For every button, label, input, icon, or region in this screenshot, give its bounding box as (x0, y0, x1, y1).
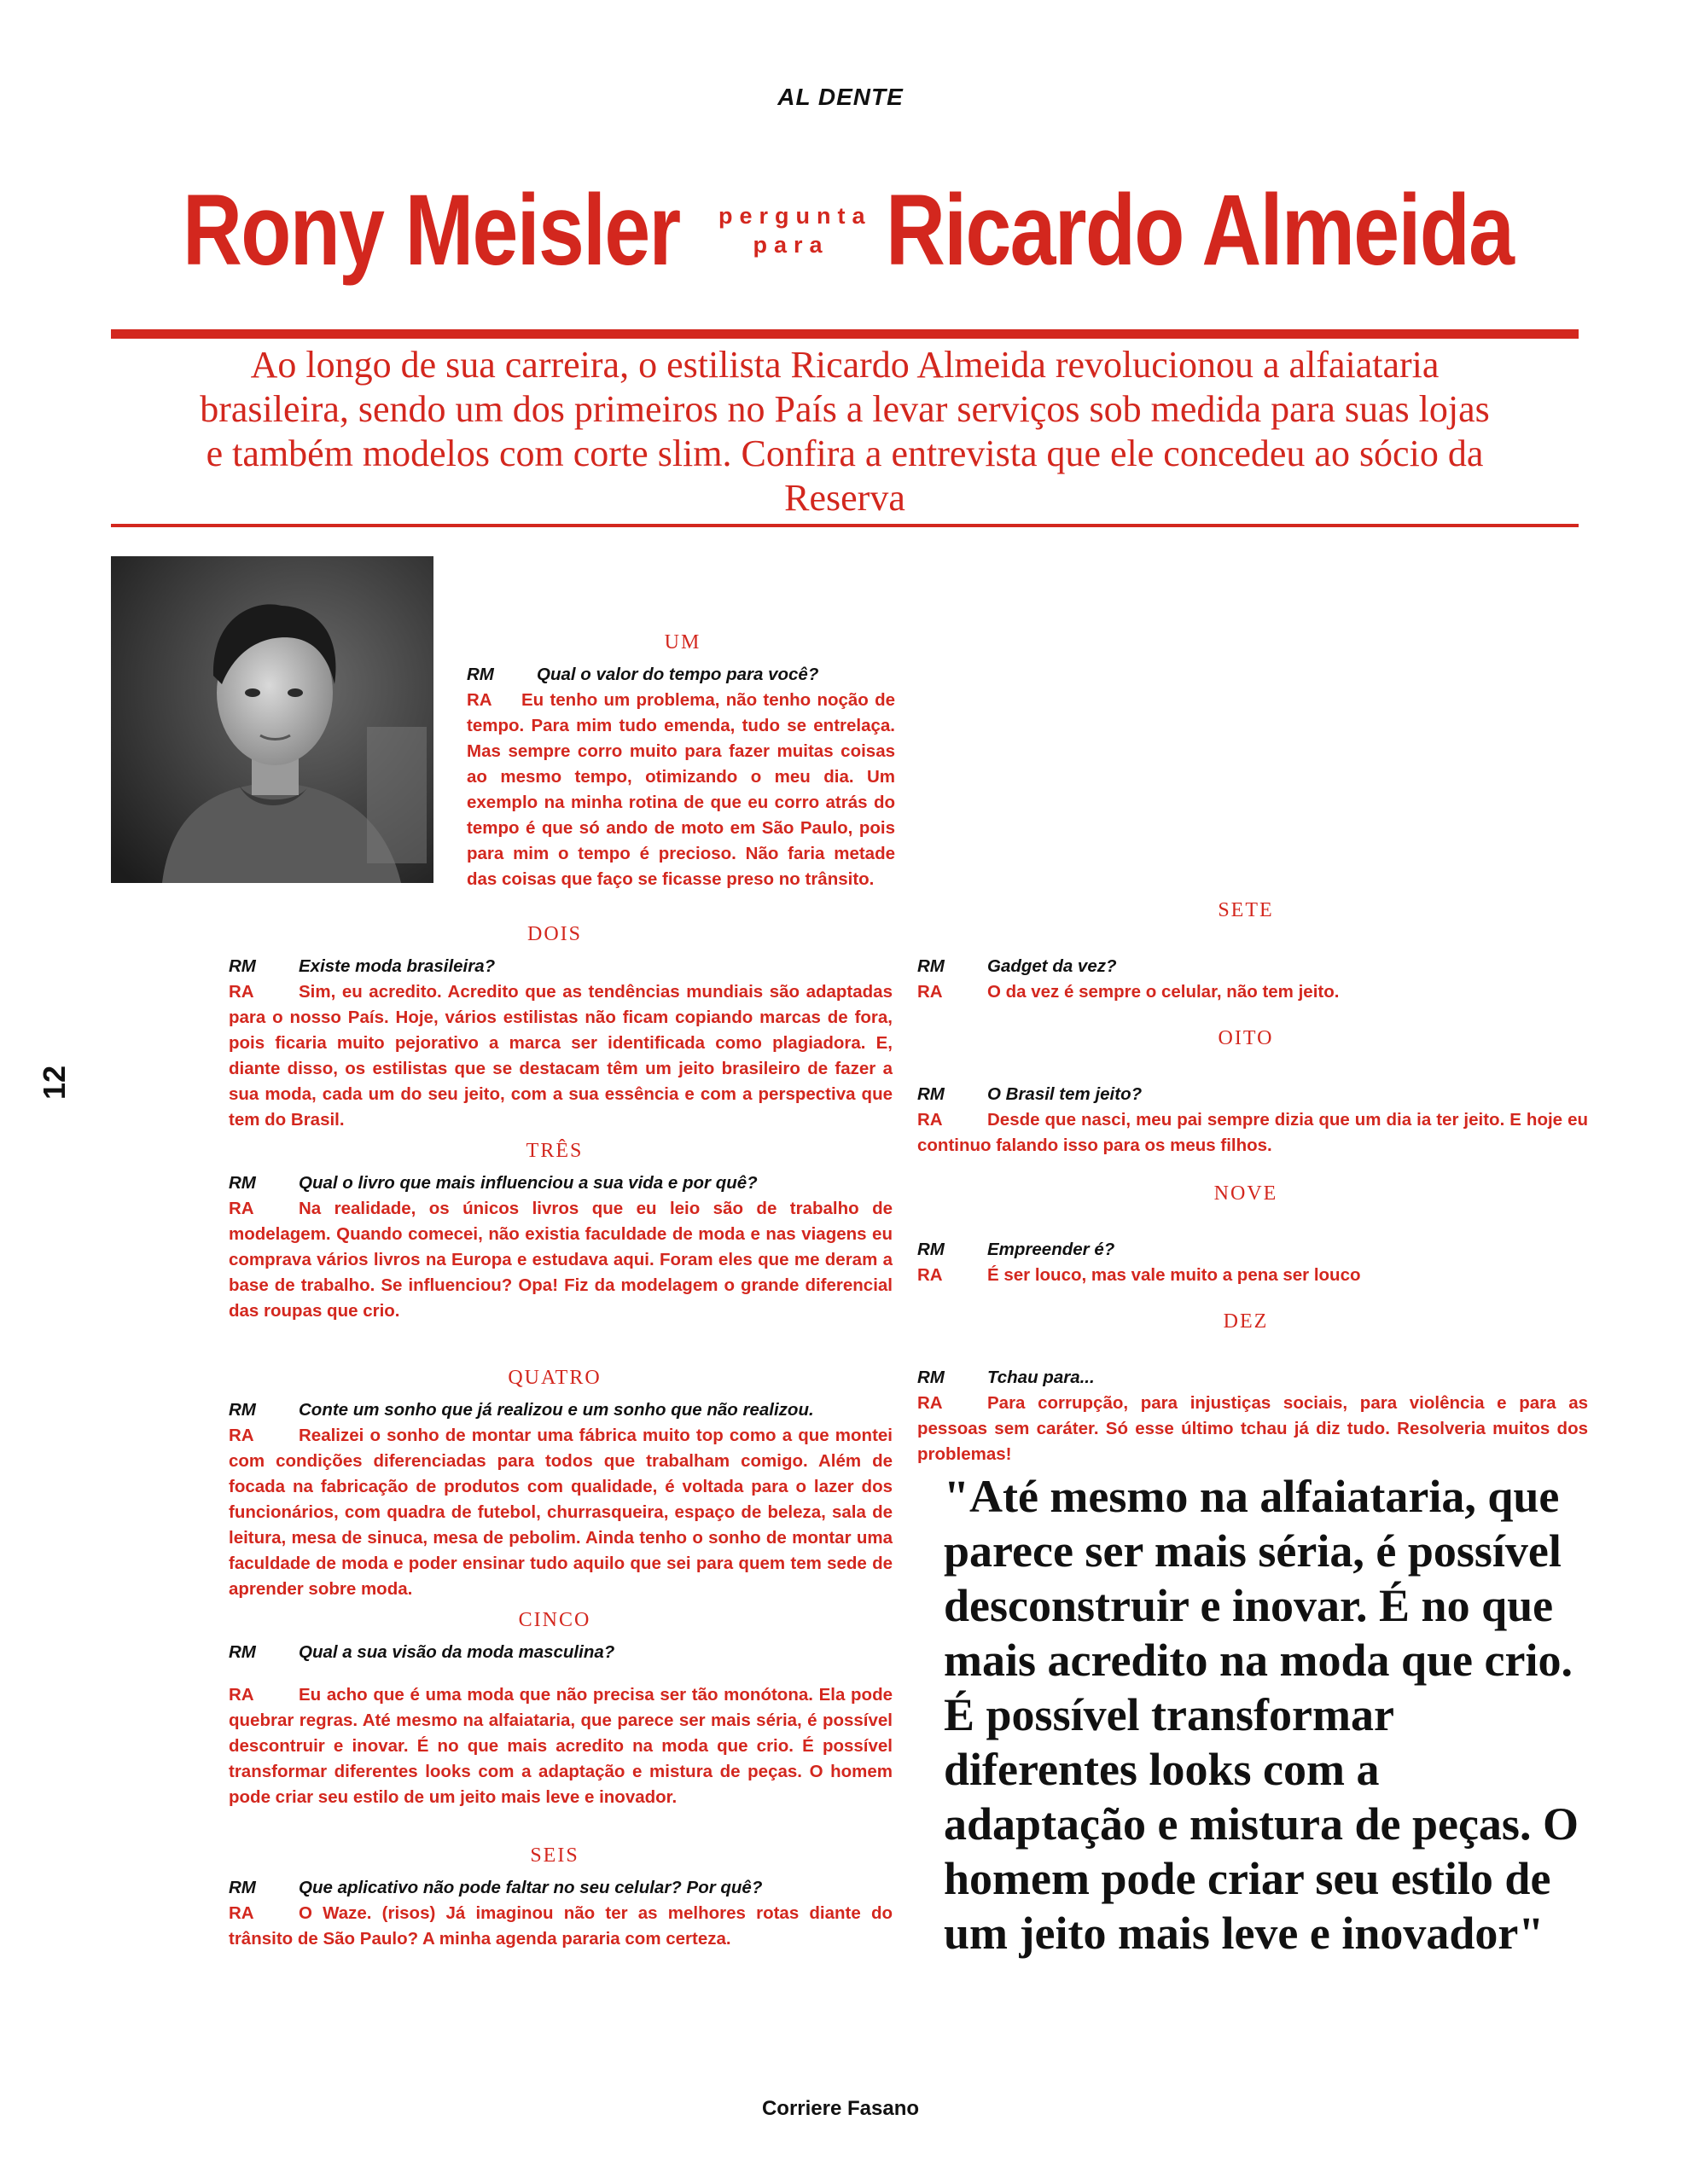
question-text: RM Que aplicativo não pode faltar no seu celular? Por quê? (229, 1878, 763, 1897)
answer-text: RA É ser louco, mas vale muito a pena ser louco (917, 1265, 1361, 1285)
question-text: RM Empreender é? (917, 1240, 1115, 1259)
answer-text: RA Desde que nasci, meu pai sempre dizia que um dia ia ter jeito. E hoje eu continuo falando isso para os meus filhos. (917, 1110, 1588, 1155)
question-text: RM O Brasil tem jeito? (917, 1084, 1143, 1104)
question-text: RM Tchau para... (917, 1368, 1095, 1387)
answer-text: RA Eu tenho um problema, não tenho noção de tempo. Para mim tudo emenda, tudo se entrelaça. Mas sempre corro muito para fazer muitas coisas ao mesmo tempo, otimizando o meu dia. Um exemplo na minha rotina de que eu corro atrás do tempo é que só ando de moto em São Paulo, pois para mim o tempo é precioso. Não faria metade das coisas que faço se ficasse preso no trânsito. (467, 690, 895, 889)
footer-publication: Corriere Fasano (761, 2097, 920, 2120)
question-heading-8: OITO (1218, 1027, 1274, 1049)
qa-block-9 (917, 1237, 1588, 1288)
question-heading-5: CINCO (518, 1609, 591, 1631)
question-heading-10: DEZ (1223, 1310, 1269, 1333)
qa-block-2 (229, 954, 893, 1133)
question-heading-9: NOVE (1213, 1182, 1278, 1205)
intro-divider (111, 524, 1579, 527)
answer-text: RA Para corrupção, para injustiças sociais, para violência e para as pessoas sem caráter. Só esse último tchau já diz tudo. Resolveria muitos dos problemas! (917, 1393, 1588, 1464)
headline-divider (111, 329, 1579, 339)
section-label: AL DENTE (777, 84, 904, 110)
qa-block-5 (229, 1640, 893, 1810)
portrait-illustration (111, 556, 433, 883)
interviewee-name: Ricardo Almeida (886, 174, 1514, 287)
portrait-photo (111, 556, 433, 883)
question-heading-4: QUATRO (508, 1367, 602, 1389)
question-heading-7: SETE (1218, 899, 1274, 921)
intro-paragraph: Ao longo de sua carreira, o estilista Ricardo Almeida revolucionou a alfaiataria brasileira, sendo um dos primeiros no País a levar serviços sob medida para suas lojas e também modelos com corte slim. Confira a entrevista que ele concedeu ao sócio da Reserva (200, 344, 1490, 519)
qa-block-1 (467, 662, 895, 892)
answer-text: RA Na realidade, os únicos livros que eu leio são de trabalho de modelagem. Quando comecei, não existia faculdade de moda e nas viagens eu comprava vários livros na Europa e estudava aqui. Foram eles que me deram a base de trabalho. Se influenciou? Opa! Fiz da modelagem o grande diferencial das roupas que crio. (229, 1199, 893, 1321)
question-heading-6: SEIS (530, 1844, 579, 1867)
question-heading-2: DOIS (526, 923, 582, 945)
answer-text: RA O Waze. (risos) Já imaginou não ter as melhores rotas diante do trânsito de São Paulo? A minha agenda pararia com certeza. (229, 1903, 893, 1949)
question-text: RM Existe moda brasileira? (229, 956, 496, 976)
question-text: RM Conte um sonho que já realizou e um sonho que não realizou. (229, 1400, 814, 1420)
page-number: 12 (37, 1065, 73, 1101)
pull-quote: "Até mesmo na alfaiataria, que parece ser mais séria, é possível desconstruir e inovar. É no que mais acredito na moda que crio. É possível transformar diferentes looks com a adaptação e mistura de peças. O homem pode criar seu estilo de um jeito mais leve e inovador" (944, 1471, 1579, 1959)
qa-block-7 (917, 954, 1588, 1005)
headline (0, 171, 1681, 290)
answer-text: RA Eu acho que é uma moda que não precisa ser tão monótona. Ela pode quebrar regras. Até mesmo na alfaiataria, que parece ser mais séria, é possível descontruir e inovar. É no que mais acredito na moda que crio. É possível transformar diferentes looks com a adaptação e mistura de peças. O homem pode criar seu estilo de um jeito mais leve e inovador. (229, 1685, 893, 1807)
connector-line-1: pergunta (718, 203, 872, 229)
answer-text: RA O da vez é sempre o celular, não tem jeito. (917, 982, 1340, 1002)
question-heading-3: TRÊS (526, 1140, 584, 1162)
answer-text: RA Sim, eu acredito. Acredito que as tendências mundiais são adaptadas para o nosso País. Hoje, vários estilistas não ficam copiando marcas de fora, pois ficaria muito pejorativo a marca ser identificada como plagiadora. E, diante disso, os estilistas que se destacam têm um jeito brasileiro de fazer a sua moda, cada um do seu jeito, com a sua essência e com a perspectiva que tem do Brasil. (229, 982, 893, 1130)
question-heading-1: UM (664, 631, 701, 653)
qa-block-4 (229, 1397, 893, 1602)
question-text: RM Qual a sua visão da moda masculina? (229, 1642, 615, 1662)
question-text: RM Qual o valor do tempo para você? (467, 665, 819, 684)
question-text: RM Gadget da vez? (917, 956, 1117, 976)
qa-block-8 (917, 1082, 1588, 1159)
qa-block-10 (917, 1365, 1588, 1467)
question-text: RM Qual o livro que mais influenciou a sua vida e por quê? (229, 1173, 758, 1193)
headline-connector (718, 201, 872, 259)
interviewer-name: Rony Meisler (183, 174, 680, 287)
qa-block-6 (229, 1875, 893, 1952)
qa-block-3 (229, 1170, 893, 1324)
connector-line-2: para (753, 232, 829, 258)
answer-text: RA Realizei o sonho de montar uma fábrica muito top como a que montei com condições diferenciadas para todos que trabalham comigo. Além de focada na fabricação de produtos com qualidade, é voltada para o lazer dos funcionários, com quadra de futebol, churrasqueira, espaço de beleza, sala de leitura, mesa de sinuca, mesa de pebolim. Ainda tenho o sonho de montar uma faculdade de moda e poder ensinar tudo aquilo que sei para quem tem sede de aprender sobre moda. (229, 1426, 893, 1599)
